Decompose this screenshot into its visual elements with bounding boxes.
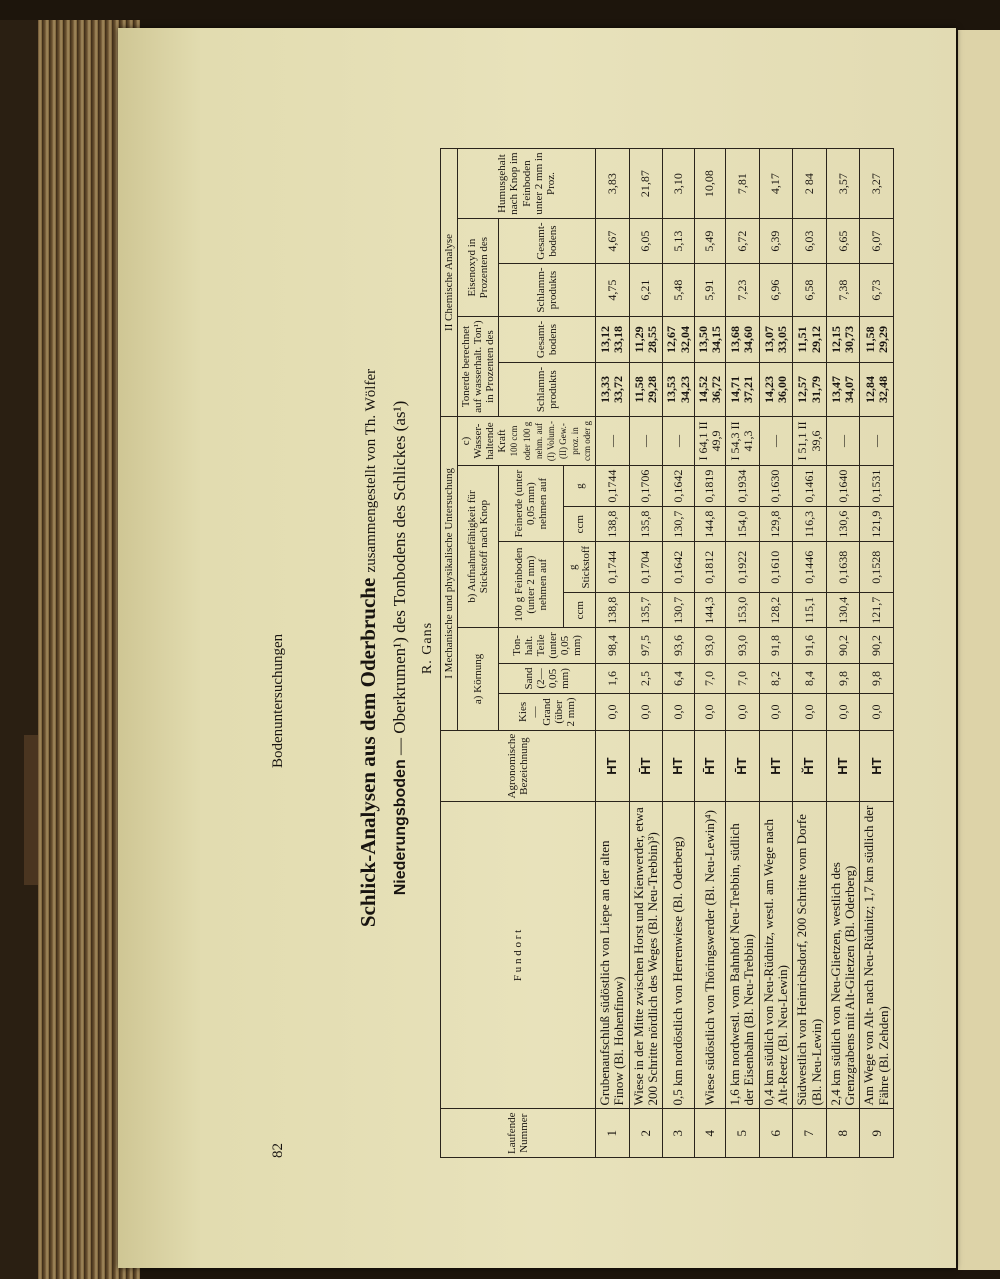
col-feinerde: Feinerde (unter 0,05 mm) nehmen auf — [499, 466, 564, 542]
col-koernung: a) Körnung — [458, 628, 499, 731]
title-rest: zusammengestellt von Th. Wölfer — [363, 368, 379, 573]
cell-fb-ccm: 130,7 — [663, 593, 694, 628]
book-page — [118, 28, 956, 1268]
cell-n: 9 — [860, 1109, 894, 1158]
cell-e-s: 4,75 — [596, 264, 630, 317]
cell-fe-g: 0,1819 — [694, 466, 725, 507]
cell-kies: 0,0 — [860, 694, 894, 730]
cell-fe-g: 0,1461 — [793, 466, 827, 507]
cell-t-g: 13,12 33,18 — [596, 317, 630, 363]
col-fe-ccm: ccm — [563, 507, 595, 542]
table-row — [663, 149, 694, 1158]
cell-ton: 93,6 — [663, 628, 694, 664]
cell-e-s: 6,73 — [860, 264, 894, 317]
cell-fe-ccm: 135,8 — [629, 507, 663, 542]
cell-t-s: 12,57 31,79 — [793, 362, 827, 416]
page-title — [356, 178, 381, 1118]
cell-fe-g: 0,1934 — [726, 466, 760, 507]
cell-t-s: 12,84 32,48 — [860, 362, 894, 416]
group-chem: II Chemische Analyse — [441, 149, 458, 417]
cell-ort: 2,4 km südlich von Neu-Glietzen, westlich des Grenzgrabens mit Alt-Glietzen (Bl. Oderberg) — [826, 802, 860, 1109]
running-head: Bodenuntersuchungen — [270, 633, 286, 768]
cell-fb-ccm: 130,4 — [826, 593, 860, 628]
cell-fb-g: 0,1744 — [596, 542, 630, 593]
cell-fb-g: 0,1812 — [694, 542, 725, 593]
cell-humus: 2 84 — [793, 149, 827, 219]
cell-ton: 98,4 — [596, 628, 630, 664]
cell-wasser: I 54,3 II 41,3 — [726, 417, 760, 466]
cell-sand: 9,8 — [826, 663, 860, 693]
col-tonerde: Tonerde berechnet auf wasserhalt. Ton¹) in Prozenten des — [458, 317, 499, 417]
rotated-page-content — [118, 28, 956, 1268]
col-t-gesamt: Gesamt-bodens — [499, 317, 596, 363]
cell-kies: 0,0 — [694, 694, 725, 730]
cell-wasser: I 64,1 II 49,9 — [694, 417, 725, 466]
col-wasser: c) Wasser-haltende Kraft 100 ccm oder 100 g nehm. auf (I) Volum.- (II) Gew.- proz. in ccm oder g — [458, 417, 596, 466]
cell-fb-g: 0,1922 — [726, 542, 760, 593]
cell-humus: 3,10 — [663, 149, 694, 219]
cell-ton: 90,2 — [860, 628, 894, 664]
cell-ort: Südwestlich von Heinrichsdorf, 200 Schritte vom Dorfe (Bl. Neu-Lewin) — [793, 802, 827, 1109]
col-fe-g: g — [563, 466, 595, 507]
cell-t-g: 11,29 28,55 — [629, 317, 663, 363]
cell-n: 8 — [826, 1109, 860, 1158]
cell-ort: Wiese südöstlich von Thöringswerder (Bl. Neu-Lewin)⁴) — [694, 802, 725, 1109]
cell-kies: 0,0 — [759, 694, 793, 730]
cell-ort: 0,5 km nordöstlich von Herrenwiese (Bl. Oderberg) — [663, 802, 694, 1109]
group-mech: I Mechanische und physikalische Untersuchung — [441, 417, 458, 731]
cell-e-s: 5,91 — [694, 264, 725, 317]
cell-e-g: 5,49 — [694, 219, 725, 264]
cell-e-g: 6,72 — [726, 219, 760, 264]
cell-fb-ccm: 135,7 — [629, 593, 663, 628]
cell-fb-ccm: 138,8 — [596, 593, 630, 628]
cell-ort: Wiese in der Mitte zwischen Horst und Kienwerder, etwa 200 Schritte nördlich des Weges (Bl. Neu-Trebbin)³) — [629, 802, 663, 1109]
cell-fb-ccm: 153,0 — [726, 593, 760, 628]
cell-n: 4 — [694, 1109, 725, 1158]
col-humus: Humusgehalt nach Knop im Feinboden unter 2 mm in Proz. — [458, 149, 596, 219]
cell-n: 7 — [793, 1109, 827, 1158]
cell-n: 5 — [726, 1109, 760, 1158]
cell-t-s: 14,23 36,00 — [759, 362, 793, 416]
cell-e-g: 6,07 — [860, 219, 894, 264]
cell-fe-g: 0,1642 — [663, 466, 694, 507]
cell-wasser: — — [860, 417, 894, 466]
cell-humus: 21,87 — [629, 149, 663, 219]
cell-ort: 0,4 km südlich von Neu-Rüdnitz, westl. am Wege nach Alt-Reetz (Bl. Neu-Lewin) — [759, 802, 793, 1109]
cell-fb-g: 0,1642 — [663, 542, 694, 593]
cell-t-g: 12,67 32,04 — [663, 317, 694, 363]
cell-fe-g: 0,1630 — [759, 466, 793, 507]
cell-sand: 6,4 — [663, 663, 694, 693]
page-number: 82 — [270, 1143, 286, 1158]
col-aufnahme: b) Aufnahmefähigkeit für Stickstoff nach Knop — [458, 466, 499, 628]
table-row — [694, 149, 725, 1158]
cell-fe-g: 0,1744 — [596, 466, 630, 507]
col-fundort: F u n d o r t — [441, 802, 596, 1109]
cell-kies: 0,0 — [826, 694, 860, 730]
cell-fe-g: 0,1531 — [860, 466, 894, 507]
cell-sand: 7,0 — [694, 663, 725, 693]
cell-humus: 7,81 — [726, 149, 760, 219]
col-e-gesamt: Gesamt-bodens — [499, 219, 596, 264]
col-e-schlamm: Schlamm-produkts — [499, 264, 596, 317]
cell-fe-ccm: 130,7 — [663, 507, 694, 542]
cell-fb-g: 0,1610 — [759, 542, 793, 593]
table-row — [826, 149, 860, 1158]
analysis-table — [440, 148, 894, 1158]
cell-t-g: 13,07 33,05 — [759, 317, 793, 363]
cell-e-s: 7,23 — [726, 264, 760, 317]
cell-t-g: 13,68 34,60 — [726, 317, 760, 363]
cell-t-s: 11,58 29,28 — [629, 362, 663, 416]
cell-ton: 93,0 — [694, 628, 725, 664]
cell-agro: HT — [759, 730, 793, 802]
bookmark-ribbon — [24, 735, 38, 885]
cell-t-g: 12,15 30,73 — [826, 317, 860, 363]
table-row — [596, 149, 630, 1158]
cell-t-g: 11,58 29,29 — [860, 317, 894, 363]
cell-sand: 9,8 — [860, 663, 894, 693]
cell-kies: 0,0 — [726, 694, 760, 730]
cell-wasser: — — [759, 417, 793, 466]
col-kies: Kies — Grand (über 2 mm) — [499, 694, 596, 730]
col-fb-g: g Stickstoff — [563, 542, 595, 593]
cell-t-g: 13,50 34,15 — [694, 317, 725, 363]
col-agro: Agronomische Bezeichnung — [441, 730, 596, 802]
cell-wasser: — — [596, 417, 630, 466]
cell-kies: 0,0 — [596, 694, 630, 730]
table-row — [726, 149, 760, 1158]
table-body — [596, 149, 894, 1158]
cell-fe-g: 0,1706 — [629, 466, 663, 507]
cell-sand: 8,2 — [759, 663, 793, 693]
cell-agro: H̄T — [726, 730, 760, 802]
cell-fb-ccm: 144,3 — [694, 593, 725, 628]
cell-fe-ccm: 121,9 — [860, 507, 894, 542]
cell-n: 2 — [629, 1109, 663, 1158]
cell-agro: H̆T — [793, 730, 827, 802]
table-row — [759, 149, 793, 1158]
cell-sand: 1,6 — [596, 663, 630, 693]
cell-ton: 93,0 — [726, 628, 760, 664]
author: R. Gans — [420, 621, 435, 675]
cell-e-g: 5,13 — [663, 219, 694, 264]
subtitle-rest: — Oberkrumen¹) des Tonbodens des Schlickes (as¹) — [390, 400, 409, 756]
table-row — [860, 149, 894, 1158]
cell-sand: 7,0 — [726, 663, 760, 693]
cell-fb-g: 0,1446 — [793, 542, 827, 593]
cell-fb-ccm: 128,2 — [759, 593, 793, 628]
col-t-schlamm: Schlamm-produkts — [499, 362, 596, 416]
cell-kies: 0,0 — [629, 694, 663, 730]
cell-fb-g: 0,1638 — [826, 542, 860, 593]
cell-humus: 3,27 — [860, 149, 894, 219]
cell-sand: 2,5 — [629, 663, 663, 693]
cell-fb-g: 0,1704 — [629, 542, 663, 593]
page-subtitle — [390, 178, 410, 1118]
cell-t-s: 14,71 37,21 — [726, 362, 760, 416]
cell-n: 3 — [663, 1109, 694, 1158]
cell-ort: Grubenaufschluß südöstlich von Liepe an der alten Finow (Bl. Hohenfinow) — [596, 802, 630, 1109]
cell-agro: H̄T — [629, 730, 663, 802]
cell-e-s: 6,21 — [629, 264, 663, 317]
cell-ton: 91,6 — [793, 628, 827, 664]
cell-fe-g: 0,1640 — [826, 466, 860, 507]
cell-humus: 3,83 — [596, 149, 630, 219]
cell-wasser: — — [826, 417, 860, 466]
cell-kies: 0,0 — [663, 694, 694, 730]
cell-agro: HT — [860, 730, 894, 802]
cell-ort: 1,6 km nordwestl. vom Bahnhof Neu-Trebbin, südlich der Eisenbahn (Bl. Neu-Trebbin) — [726, 802, 760, 1109]
cell-e-s: 6,96 — [759, 264, 793, 317]
cell-e-g: 6,03 — [793, 219, 827, 264]
cell-humus: 3,57 — [826, 149, 860, 219]
cell-agro: HT — [663, 730, 694, 802]
cell-e-g: 6,39 — [759, 219, 793, 264]
cell-n: 6 — [759, 1109, 793, 1158]
cell-t-s: 13,47 34,07 — [826, 362, 860, 416]
cell-wasser: I 51,1 II 39,6 — [793, 417, 827, 466]
cell-t-s: 14,52 36,72 — [694, 362, 725, 416]
cell-fb-g: 0,1528 — [860, 542, 894, 593]
cell-sand: 8,4 — [793, 663, 827, 693]
cell-kies: 0,0 — [793, 694, 827, 730]
next-page-edge — [958, 30, 1000, 1270]
cell-fb-ccm: 121,7 — [860, 593, 894, 628]
subtitle-bold: Niederungsboden — [392, 759, 409, 896]
cell-ton: 97,5 — [629, 628, 663, 664]
cell-agro: HT — [596, 730, 630, 802]
cell-fe-ccm: 116,3 — [793, 507, 827, 542]
cell-t-g: 11,51 29,12 — [793, 317, 827, 363]
cell-wasser: — — [663, 417, 694, 466]
cell-fe-ccm: 154,0 — [726, 507, 760, 542]
table-row — [793, 149, 827, 1158]
cell-e-g: 6,65 — [826, 219, 860, 264]
cell-fe-ccm: 138,8 — [596, 507, 630, 542]
col-ton: Ton-halt. Teile (unter 0,05 mm) — [499, 628, 596, 664]
col-feinboden: 100 g Feinboden (unter 2 mm) nehmen auf — [499, 542, 564, 628]
col-eisen: Eisenoxyd in Prozenten des — [458, 219, 499, 317]
cell-agro: H̄T — [694, 730, 725, 802]
cell-ton: 90,2 — [826, 628, 860, 664]
cell-humus: 10,08 — [694, 149, 725, 219]
cell-wasser: — — [629, 417, 663, 466]
col-lfd: Laufende Nummer — [441, 1109, 596, 1158]
cell-t-s: 13,53 34,23 — [663, 362, 694, 416]
col-fb-ccm: ccm — [563, 593, 595, 628]
cell-fe-ccm: 144,8 — [694, 507, 725, 542]
cell-fe-ccm: 130,6 — [826, 507, 860, 542]
cell-e-s: 7,38 — [826, 264, 860, 317]
cell-t-s: 13,33 33,72 — [596, 362, 630, 416]
cell-ton: 91,8 — [759, 628, 793, 664]
title-bold: Schlick-Analysen aus dem Oderbruche — [356, 577, 380, 928]
cell-e-g: 6,05 — [629, 219, 663, 264]
cell-e-s: 6,58 — [793, 264, 827, 317]
cell-fe-ccm: 129,8 — [759, 507, 793, 542]
cell-fb-ccm: 115,1 — [793, 593, 827, 628]
cell-agro: HT — [826, 730, 860, 802]
table-row — [629, 149, 663, 1158]
cell-n: 1 — [596, 1109, 630, 1158]
cell-humus: 4,17 — [759, 149, 793, 219]
cell-e-s: 5,48 — [663, 264, 694, 317]
col-sand: Sand (2— 0,05 mm) — [499, 663, 596, 693]
cell-e-g: 4,67 — [596, 219, 630, 264]
cell-ort: Am Wege von Alt- nach Neu-Rüdnitz; 1,7 km südlich der Fähre (Bl. Zehden) — [860, 802, 894, 1109]
